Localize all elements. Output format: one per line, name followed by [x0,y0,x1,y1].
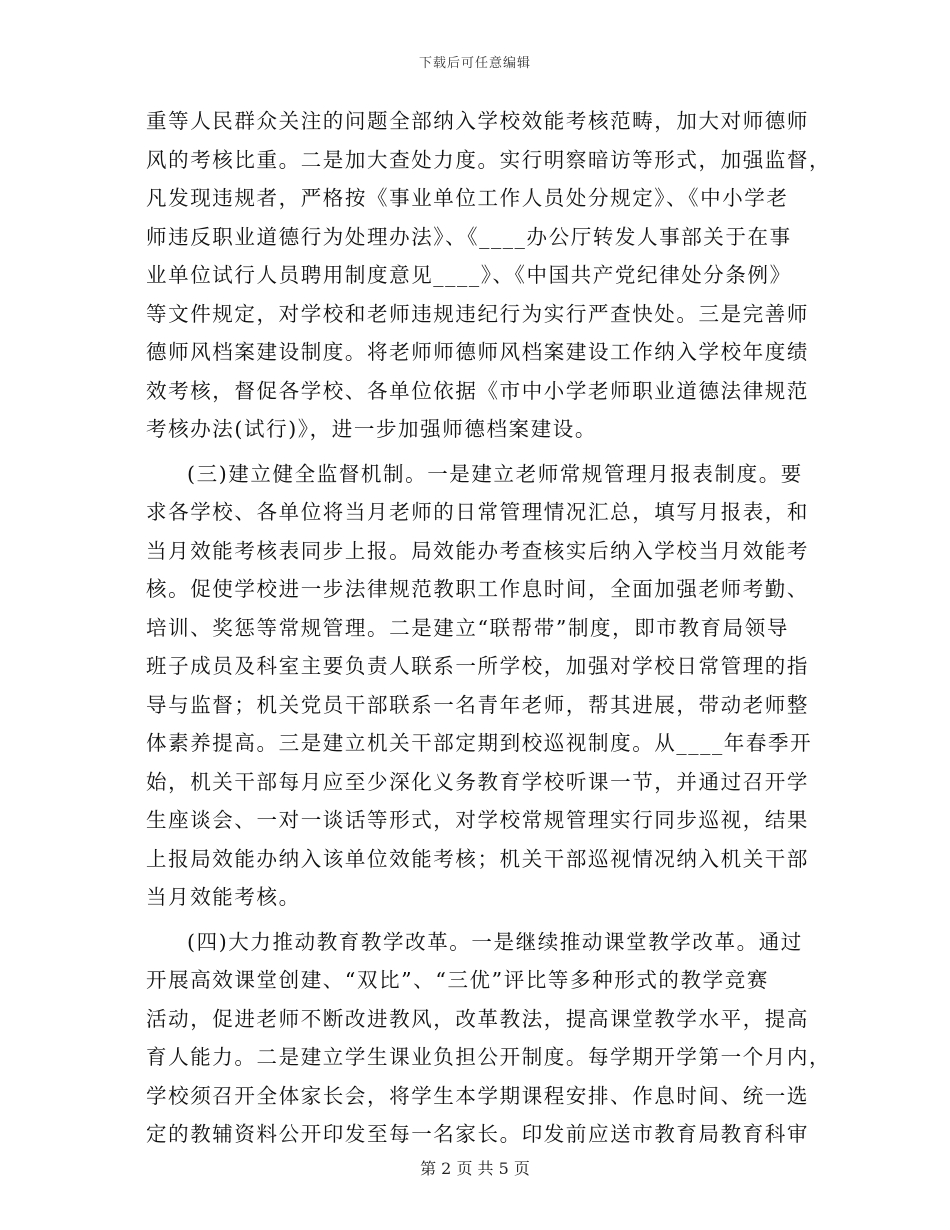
text-line: 当月效能考核。 [146,885,301,909]
text-line: 学校须召开全体家长会，将学生本学期课程安排、作息时间、统一选 [146,1083,809,1108]
text-line: 凡发现违规者，严格按《事业单位工作人员处分规定》、《中小学老 [146,186,789,210]
page-header: 下载后可任意编辑 [418,56,531,71]
paragraph [146,923,832,1154]
text-line: (三)建立健全监督机制。一是建立老师常规管理月报表制度。要 [187,461,803,486]
text-line: 业单位试行人员聘用制度意见____》、《中国共产党纪律处分条例》 [146,263,792,287]
text-line: 体素养提高。三是建立机关干部定期到校巡视制度。从____年春季开 [146,731,813,755]
text-line: 导与监督；机关党员干部联系一名青年老师，帮其进展，带动老师整 [146,692,809,717]
text-line: 当月效能考核表同步上报。局效能办考查核实后纳入学校当月效能考 [146,538,809,563]
page-number-footer: 第 2 页 共 5 页 [420,1159,530,1178]
text-line: 育人能力。二是建立学生课业负担公开制度。每学期开学第一个月内， [146,1045,832,1069]
text-line: 生座谈会、一对一谈话等形式，对学校常规管理实行同步巡视，结果 [146,808,809,832]
text-line: 师违反职业道德行为处理办法》、《____办公厅转发人事部关于在事 [146,224,792,249]
text-line: 风的考核比重。二是加大查处力度。实行明察暗访等形式，加强监督， [146,147,832,172]
document-body [146,102,832,1154]
text-line: 核。促使学校进一步法律规范教职工作息时间，全面加强老师考勤、 [146,577,809,601]
text-line: (四)大力推动教育教学改革。一是继续推动课堂教学改革。通过 [187,929,803,954]
text-line: 德师风档案建设制度。将老师师德师风档案建设工作纳入学校年度绩 [146,340,809,364]
text-line: 效考核，督促各学校、各单位依据《市中小学老师职业道德法律规范 [146,378,809,403]
text-line: 上报局效能办纳入该单位效能考核；机关干部巡视情况纳入机关干部 [146,846,809,871]
text-line: 始，机关干部每月应至少深化义务教育学校听课一节，并通过召开学 [146,769,809,794]
text-line: 定的教辅资料公开印发至每一名家长。印发前应送市教育局教育科审 [146,1122,809,1146]
text-line: 等文件规定，对学校和老师违规违纪行为实行严查快处。三是完善师 [146,301,809,326]
text-line: 培训、奖惩等常规管理。二是建立“联帮带”制度，即市教育局领导 [146,615,789,640]
text-line: 开展高效课堂创建、“双比”、“三优”评比等多种形式的教学竞赛 [146,968,769,992]
text-line: 班子成员及科室主要负责人联系一所学校，加强对学校日常管理的指 [146,654,809,678]
paragraph [146,455,813,917]
paragraph [146,102,832,449]
text-line: 活动，促进老师不断改进教风，改革教法，提高课堂教学水平，提高 [146,1006,809,1031]
text-line: 求各学校、各单位将当月老师的日常管理情况汇总，填写月报表，和 [146,500,809,524]
text-line: 重等人民群众关注的问题全部纳入学校效能考核范畴，加大对师德师 [146,109,809,133]
text-line: 考核办法(试行)》，进一步加强师德档案建设。 [146,417,597,441]
